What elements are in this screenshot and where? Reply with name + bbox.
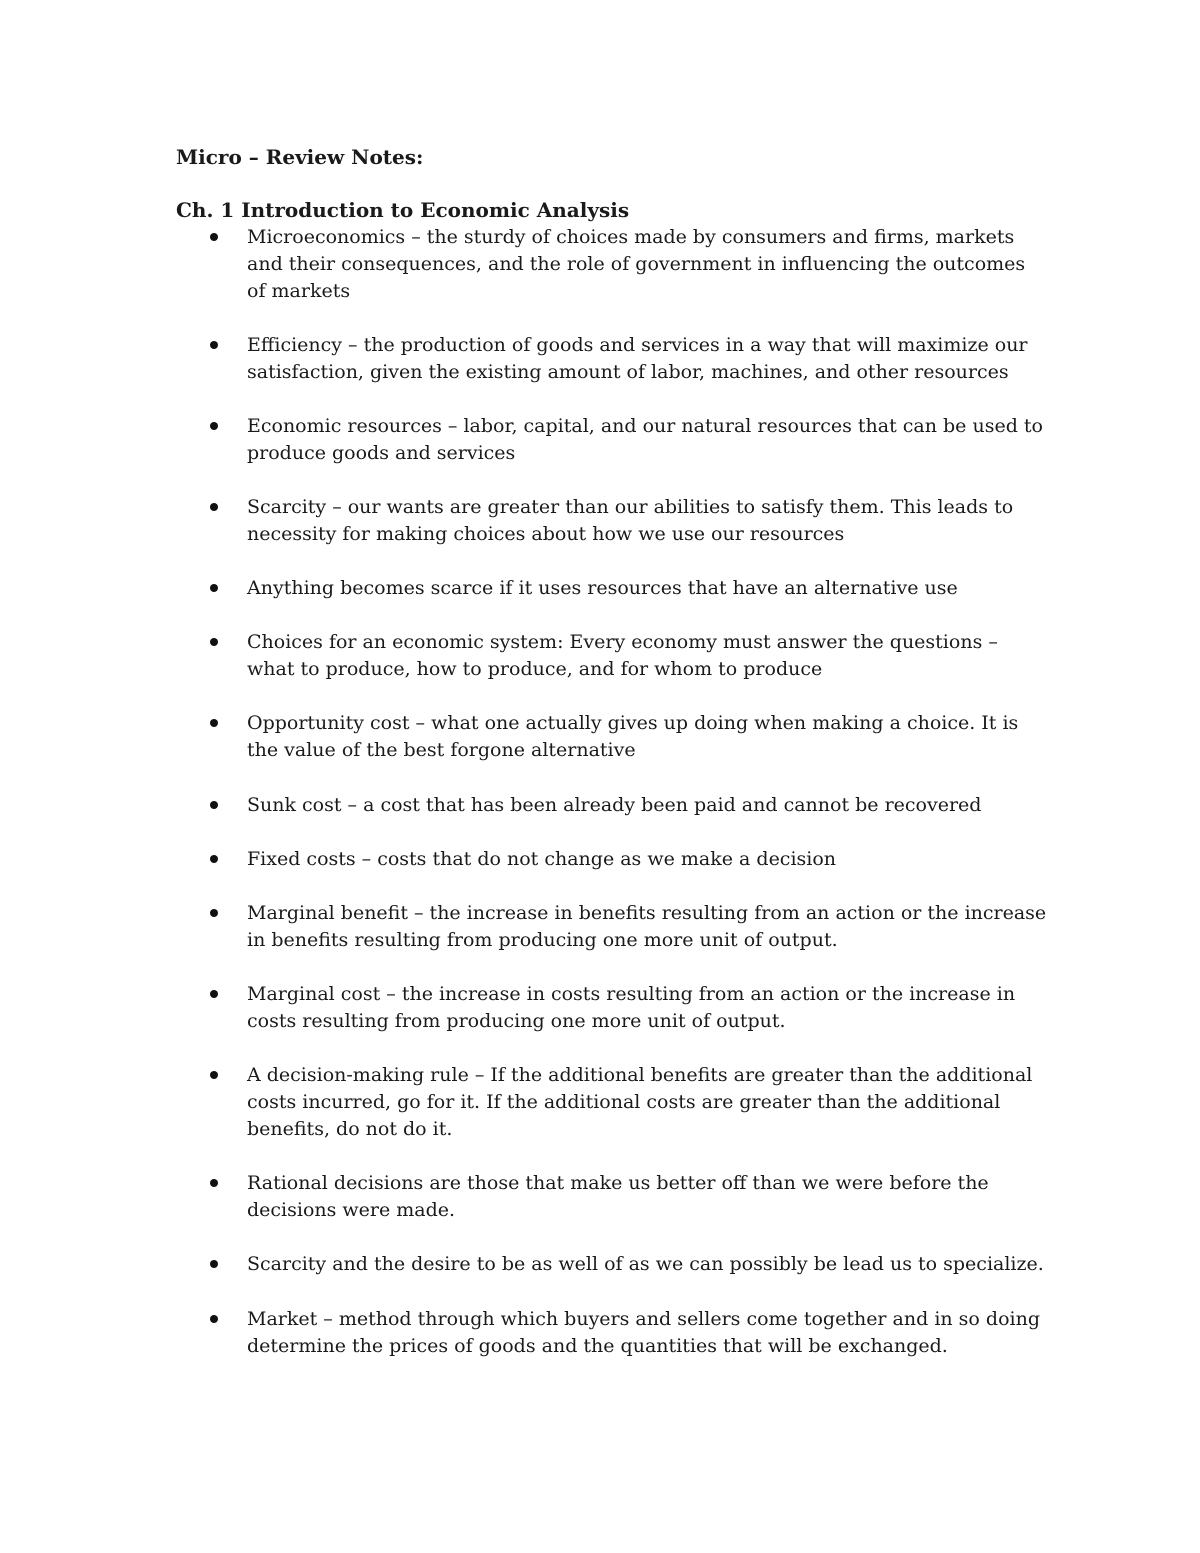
bullet-icon (210, 990, 218, 998)
list-item-text: Scarcity – our wants are greater than our abilities to satisfy them. This leads to necessity for making choices about how we use our resources (247, 496, 1014, 545)
bullet-icon (210, 422, 218, 430)
bullet-icon (210, 1071, 218, 1079)
bullet-icon (210, 584, 218, 592)
bullet-icon (210, 719, 218, 727)
bullet-icon (210, 341, 218, 349)
list-item-text: Microeconomics – the sturdy of choices made by consumers and firms, markets and their consequences, and the role of government in influencing the outcomes of markets (247, 226, 1026, 302)
bullet-icon (210, 909, 218, 917)
list-item-text: Choices for an economic system: Every economy must answer the questions – what to produce, how to produce, and for whom to produce (247, 631, 998, 680)
bullet-icon (210, 1260, 218, 1268)
bullet-icon (210, 855, 218, 863)
list-item-text: Marginal cost – the increase in costs resulting from an action or the increase in costs resulting from producing one more unit of output. (247, 983, 1016, 1032)
list-item-text: A decision-making rule – If the additional benefits are greater than the additional costs incurred, go for it. If the additional costs are greater than the additional benefits, do not do it. (247, 1064, 1033, 1140)
list-item-text: Fixed costs – costs that do not change as we make a decision (247, 848, 837, 870)
list-item-text: Efficiency – the production of goods and services in a way that will maximize our satisfaction, given the existing amount of labor, machines, and other resources (247, 334, 1028, 383)
list-item-text: Anything becomes scarce if it uses resources that have an alternative use (247, 577, 958, 599)
bullet-icon (210, 801, 218, 809)
page-title: Micro – Review Notes: (176, 145, 424, 169)
bullet-icon (210, 1315, 218, 1323)
bullet-icon (210, 1179, 218, 1187)
list-item-text: Opportunity cost – what one actually gives up doing when making a choice. It is the value of the best forgone alternative (247, 712, 1019, 761)
bullet-icon (210, 503, 218, 511)
list-item-text: Sunk cost – a cost that has been already been paid and cannot be recovered (247, 794, 982, 816)
list-item-text: Scarcity and the desire to be as well of as we can possibly be lead us to specialize. (247, 1253, 1044, 1275)
list-item-text: Economic resources – labor, capital, and our natural resources that can be used to produce goods and services (247, 415, 1043, 464)
list-item-text: Rational decisions are those that make us better off than we were before the decisions were made. (247, 1172, 989, 1221)
bullet-icon (210, 233, 218, 241)
section-heading: Ch. 1 Introduction to Economic Analysis (176, 198, 630, 222)
list-item-text: Marginal benefit – the increase in benefits resulting from an action or the increase in benefits resulting from producing one more unit of output. (247, 902, 1047, 951)
list-item-text: Market – method through which buyers and sellers come together and in so doing determine the prices of goods and the quantities that will be exchanged. (247, 1308, 1040, 1357)
bullet-icon (210, 638, 218, 646)
